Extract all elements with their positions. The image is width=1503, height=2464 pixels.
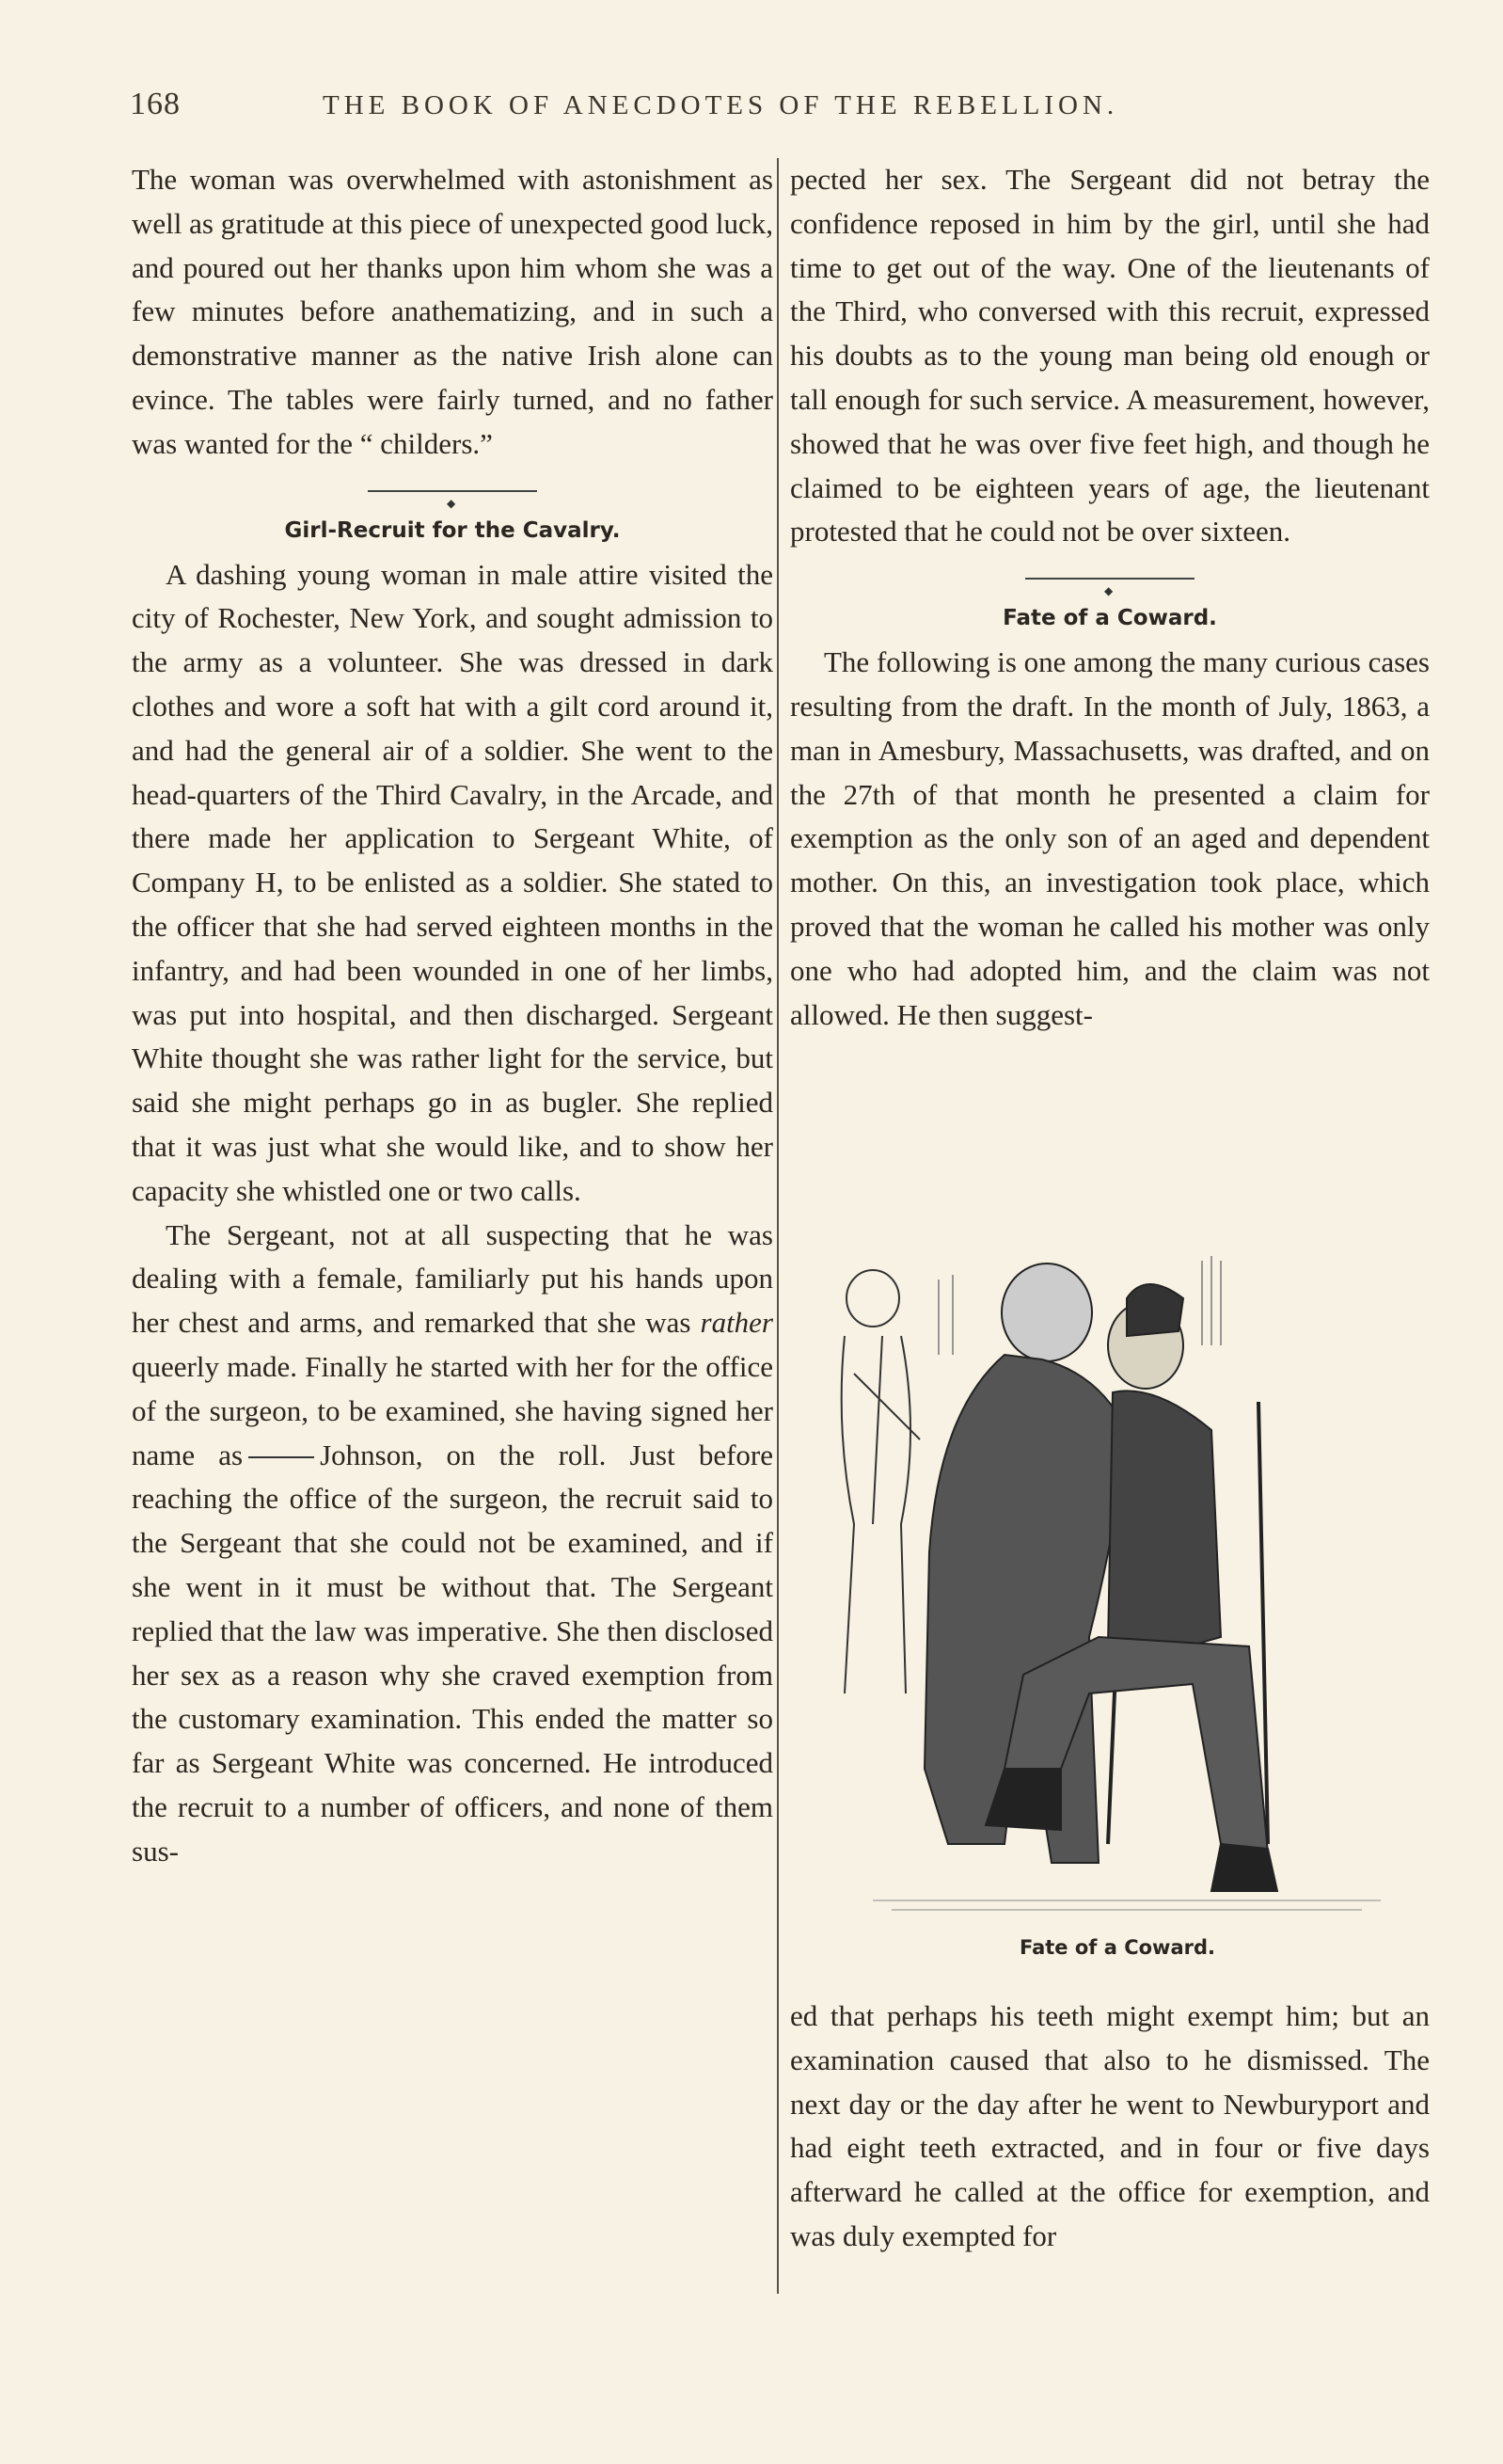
text-fragment: Johnson, on the roll. Just before reaching the office of the surgeon, the recruit said to the Sergeant that she could not be examined, and if she went in it must be without that. The Sergeant replied that the law was imperative. She then disclosed her sex as a reason why she craved exemption from the customary examination. This ended the matter so far as Sergeant White was concerned. He introduced the recruit to a number of officers, and none of them sus- <box>132 1438 773 1868</box>
paragraph-pected-her-sex: pected her sex. The Sergeant did not betray the confidence reposed in him by the girl, until she had time to get out of the way. One of the lieutenants of the Third, who conversed with this recruit, expressed his doubts as to the young man being old enough or tall enough for such service. A measurement, however, showed that he was over five feet high, and though he claimed to be eighteen years of age, the lieutenant protested that he could not be over sixteen. <box>790 163 1430 548</box>
section-heading-fate-of-coward: Fate of a Coward. <box>1003 606 1217 631</box>
section-divider <box>132 482 773 501</box>
section-divider <box>790 569 1430 588</box>
right-column-lower <box>790 1995 1430 2259</box>
running-title: THE BOOK OF ANECDOTES OF THE REBELLION. <box>323 90 1119 120</box>
paragraph-draft-case: The following is one among the many curious cases resulting from the draft. In the month of July, 1863, a man in Amesbury, Massachusetts, was drafted, and on the 27th of that month he presented a claim for exemption as the only son of an aged and dependent mother. On this, an investigation took place, which proved that the woman he called his mother was only one who had adopted him, and the claim was not allowed. He then suggest- <box>790 645 1430 1031</box>
page-header <box>130 87 1296 124</box>
paragraph-girl-recruit: A dashing young woman in male attire visited the city of Rochester, New York, and sought admission to the army as a volunteer. She was dressed in dark clothes and wore a soft hat with a gilt cord around it, and had the general air of a soldier. She went to the head-quarters of the Third Cavalry, in the Arcade, and there made her application to Sergeant White, of Company H, to be enlisted as a soldier. She stated to the officer that she had served eighteen months in the infantry, and had been wounded in one of her limbs, was put into hospital, and then discharged. Sergeant White thought she was rather light for the service, but said she might perhaps go in as bugler. She replied that it was just what she would like, and to show her capacity she whistled one or two calls. <box>132 557 773 1207</box>
name-blank-dash <box>248 1456 314 1458</box>
paragraph-teeth-exempt: ed that perhaps his teeth might exempt him; but an examination caused that also to he dismissed. The next day or the day after he went to Newburyport and had eight teeth extracted, and in four or five days afterward he called at the office for exemption, and was duly exempted for <box>790 1999 1430 2252</box>
section-heading-girl-recruit: Girl-Recruit for the Cavalry. <box>284 517 621 543</box>
column-divider <box>777 158 779 2294</box>
page-number: 168 <box>130 87 181 121</box>
engraving-illustration <box>816 1242 1418 1919</box>
text-fragment: The Sergeant, not at all suspecting that he was dealing with a female, familiarly put his hands upon her chest and arms, and remarked that she was <box>132 1217 773 1340</box>
italic-word: rather <box>700 1306 773 1340</box>
text-fragment: queerly made. Finally he started with her for the office of the surgeon, to be examined, she having signed her name as <box>132 1349 773 1471</box>
paragraph-sergeant-suspecting <box>132 1214 773 1874</box>
left-column <box>132 158 773 1873</box>
illustration-caption: Fate of a Coward. <box>1019 1936 1215 1959</box>
paragraph-woman-overwhelmed: The woman was overwhelmed with astonishment as well as gratitude at this piece of unexpected good luck, and poured out her thanks upon him whom she was a few minutes before anathematizing, and in such a demonstrative manner as the native Irish alone can evince. The tables were fairly turned, and no father was wanted for the “ childers.” <box>132 163 773 460</box>
right-column-upper <box>790 158 1430 1037</box>
